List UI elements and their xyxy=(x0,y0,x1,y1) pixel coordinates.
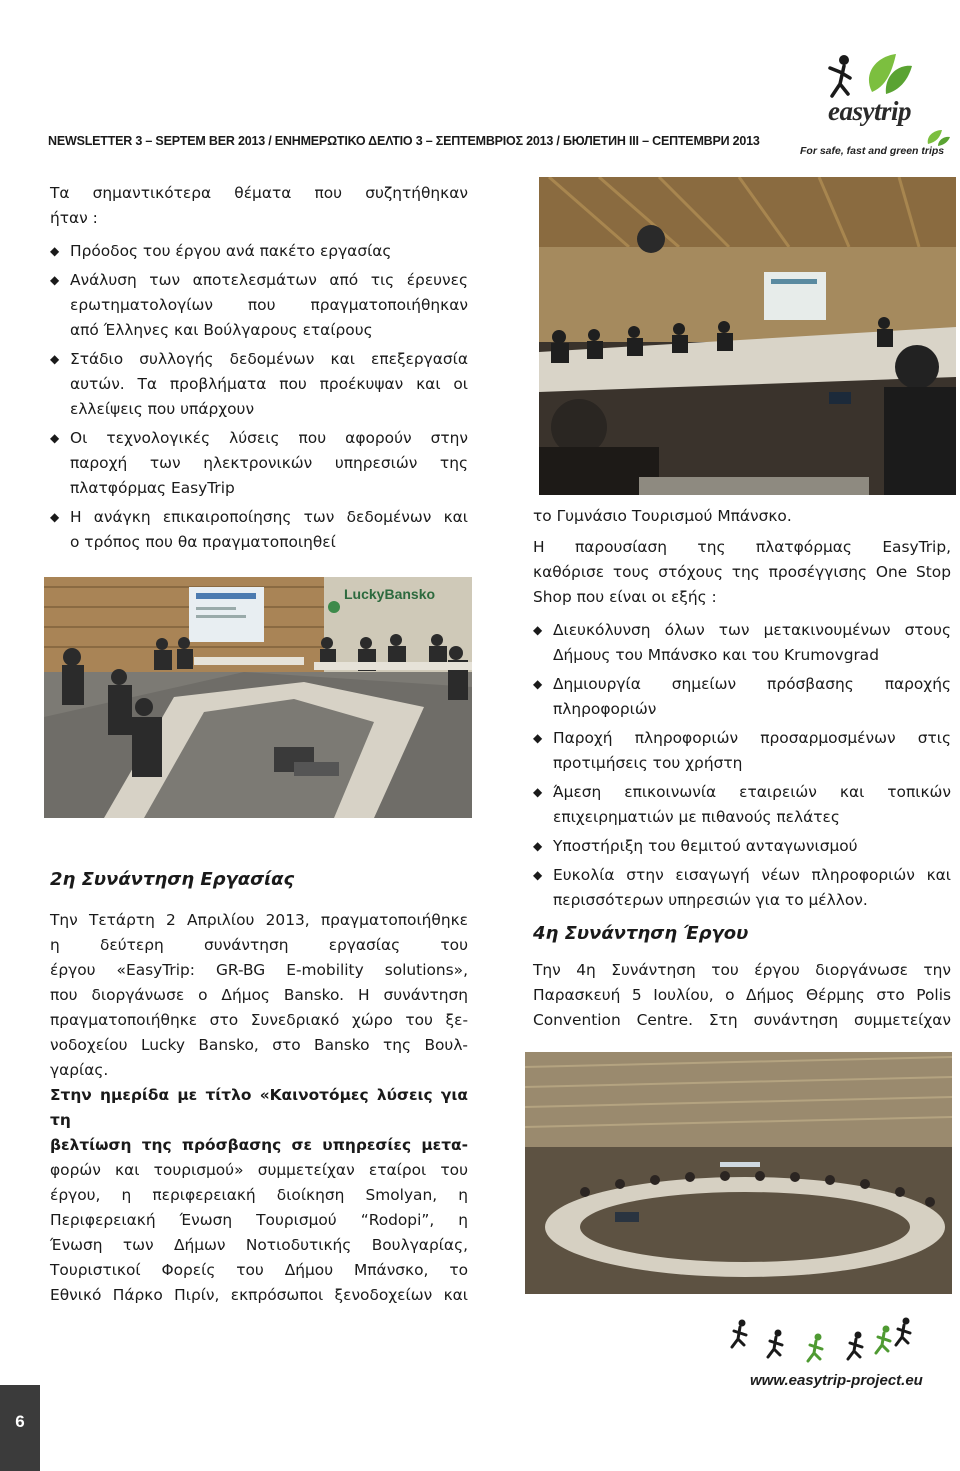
logo-tagline: For safe, fast and green trips xyxy=(800,145,945,157)
meeting-photo-polis xyxy=(525,1052,952,1294)
list-item-text: Ευκολία στην εισαγωγή νέων πληροφοριών και xyxy=(553,866,951,884)
list-item xyxy=(50,505,468,555)
meeting-photo-bansko xyxy=(44,577,472,818)
text-line: βελτίωση της πρόσβασης σε υπηρεσίες μετα- xyxy=(50,1136,468,1154)
meeting-paragraph-1 xyxy=(50,908,468,1083)
running-figures-icon xyxy=(728,1315,928,1365)
meeting-4-paragraph xyxy=(533,958,951,1033)
list-item xyxy=(533,863,951,913)
text-line: έργου «EasyTrip: GR-BG E-mobility solutions», xyxy=(50,961,468,979)
list-item-text: ερωτηματολογίων που πραγματοποιήθηκαν xyxy=(70,296,468,314)
list-item-text: Δημιουργία σημείων πρόσβασης παροχής xyxy=(553,675,951,693)
text-line: Εθνικό Πάρκο Πιρίν, εκπρόσωποι ξενοδοχείων και xyxy=(50,1286,468,1304)
text-line: η δεύτερη συνάντηση εργασίας του xyxy=(50,936,468,954)
text-line: το Γυμνάσιο Τουρισμού Μπάνσκο. xyxy=(533,507,792,525)
banner-text: LuckyBansko xyxy=(344,586,436,602)
list-item-text: περισσότερων υπηρεσιών για το μέλλον. xyxy=(553,891,868,909)
text-line: πραγματοποιήθηκε στο Συνεδριακό χώρο του ξε- xyxy=(50,1011,468,1029)
section-title-2nd-meeting: 2η Συνάντηση Εργασίας xyxy=(50,869,295,890)
text-line: φορών και τουρισμού» συμμετείχαν εταίροι του xyxy=(50,1161,468,1179)
diamond-bullet-icon: ◆ xyxy=(50,352,60,366)
text-line: Περιφερειακή Ένωση Τουρισμού “Rodopi”, η xyxy=(50,1211,468,1229)
section-title-4th-meeting: 4η Συνάντηση Έργου xyxy=(533,923,749,944)
list-item-text: από Έλληνες και Βούλγαρους εταίρους xyxy=(70,321,373,339)
list-item xyxy=(50,347,468,422)
footer-figures-graphic xyxy=(728,1315,928,1365)
intro-line-1: Τα σημαντικότερα θέματα που συζητήθηκαν xyxy=(50,184,468,202)
diamond-bullet-icon: ◆ xyxy=(533,839,543,853)
text-line: Ένωση των Δήμων Νοτιοδυτικής Βουλγαρίας, xyxy=(50,1236,468,1254)
text-line: γαρίας. xyxy=(50,1061,109,1079)
text-line: καθόρισε τους στόχους της προσέγγισης One Stop xyxy=(533,563,951,581)
diamond-bullet-icon: ◆ xyxy=(533,731,543,745)
list-item xyxy=(533,618,951,668)
easytrip-logo xyxy=(800,50,950,160)
diamond-bullet-icon: ◆ xyxy=(533,868,543,882)
list-item xyxy=(533,780,951,830)
list-item-text: πλατφόρμας EasyTrip xyxy=(70,479,235,497)
text-line: Τουριστικοί Φορείς του Δήμου Μπάνσκο, το xyxy=(50,1261,468,1279)
website-url[interactable]: www.easytrip-project.eu xyxy=(750,1372,923,1389)
list-item-text: παροχή των ηλεκτρονικών υπηρεσιών της xyxy=(70,454,468,472)
left-intro xyxy=(50,181,468,559)
list-item-text: Υποστήριξη του θεμιτού ανταγωνισμού xyxy=(553,837,858,855)
diamond-bullet-icon: ◆ xyxy=(50,510,60,524)
text-line: Την 4η Συνάντηση του έργου διοργάνωσε την xyxy=(533,961,951,979)
right-column-text xyxy=(533,504,951,917)
text-line: Convention Centre. Στη συνάντηση συμμετείχαν xyxy=(533,1011,951,1029)
diamond-bullet-icon: ◆ xyxy=(533,677,543,691)
page-number: 6 xyxy=(15,1412,25,1431)
list-item-text: Στάδιο συλλογής δεδομένων και επεξεργασία xyxy=(70,350,468,368)
list-item xyxy=(50,239,468,264)
text-line: Την Τετάρτη 2 Απριλίου 2013, πραγματοποιήθηκε xyxy=(50,911,468,929)
meeting-paragraph-2 xyxy=(50,1083,468,1308)
logo-wordmark: easytrip xyxy=(828,96,911,126)
text-line: που διοργάνωσε ο Δήμος Bansko. Η συνάντηση xyxy=(50,986,468,1004)
list-item xyxy=(50,426,468,501)
list-item xyxy=(533,834,951,859)
list-item-text: Δήμους του Μπάνσκο και του Krumovgrad xyxy=(553,646,880,664)
list-item xyxy=(50,268,468,343)
diamond-bullet-icon: ◆ xyxy=(50,273,60,287)
list-item-text: Ανάλυση των αποτελεσμάτων από τις έρευνες xyxy=(70,271,468,289)
text-line: Στην ημερίδα με τίτλο «Καινοτόμες λύσεις για τη xyxy=(50,1086,468,1129)
list-item xyxy=(533,726,951,776)
text-line: νοδοχείου Lucky Bansko, στο Bansko της Βουλ- xyxy=(50,1036,468,1054)
intro-line-2: ήταν : xyxy=(50,209,98,227)
goals-list xyxy=(533,618,951,913)
list-item-text: ελλείψεις που υπάρχουν xyxy=(70,400,255,418)
diamond-bullet-icon: ◆ xyxy=(533,623,543,637)
list-item-text: προτιμήσεις του χρήστη xyxy=(553,754,743,772)
list-item-text: επιχειρηματιών με πιθανούς πελάτες xyxy=(553,808,840,826)
list-item-text: αυτών. Τα προβλήματα που προέκυψαν και οι xyxy=(70,375,468,393)
list-item-text: Οι τεχνολογικές λύσεις που αφορούν στην xyxy=(70,429,468,447)
diamond-bullet-icon: ◆ xyxy=(50,244,60,258)
meeting-photo-top-right xyxy=(539,177,956,495)
text-line: Shop που είναι οι εξής : xyxy=(533,588,717,606)
list-item xyxy=(533,672,951,722)
text-line: έργου, η περιφερειακή διοίκηση Smolyan, η xyxy=(50,1186,468,1204)
list-item-text: Άμεση επικοινωνία εταιρειών και τοπικών xyxy=(553,783,951,801)
diamond-bullet-icon: ◆ xyxy=(50,431,60,445)
diamond-bullet-icon: ◆ xyxy=(533,785,543,799)
newsletter-header: NEWSLETTER 3 – SEPTEM BER 2013 / ΕΝΗΜΕΡΩΤΙΚΟ ΔΕΛΤΙΟ 3 – ΣΕΠΤΕΜΒΡΙΟΣ 2013 / БЮЛЕТИН III – СЕПТЕМВРИ 2013 xyxy=(48,134,760,148)
list-item-text: Πρόοδος του έργου ανά πακέτο εργασίας xyxy=(70,242,392,260)
list-item-text: πληροφοριών xyxy=(553,700,657,718)
list-item-text: Η ανάγκη επικαιροποίησης των δεδομένων και xyxy=(70,508,468,526)
list-item-text: Διευκόλυνση όλων των μετακινουμένων στους xyxy=(553,621,951,639)
text-line: Παρασκευή 5 Ιουλίου, ο Δήμος Θέρμης στο Polis xyxy=(533,986,951,1004)
list-item-text: ο τρόπος που θα πραγματοποιηθεί xyxy=(70,533,336,551)
list-item-text: Παροχή πληροφοριών προσαρμοσμένων στις xyxy=(553,729,951,747)
text-line: Η παρουσίαση της πλατφόρμας EasyTrip, xyxy=(533,538,951,556)
topics-list xyxy=(50,239,468,555)
